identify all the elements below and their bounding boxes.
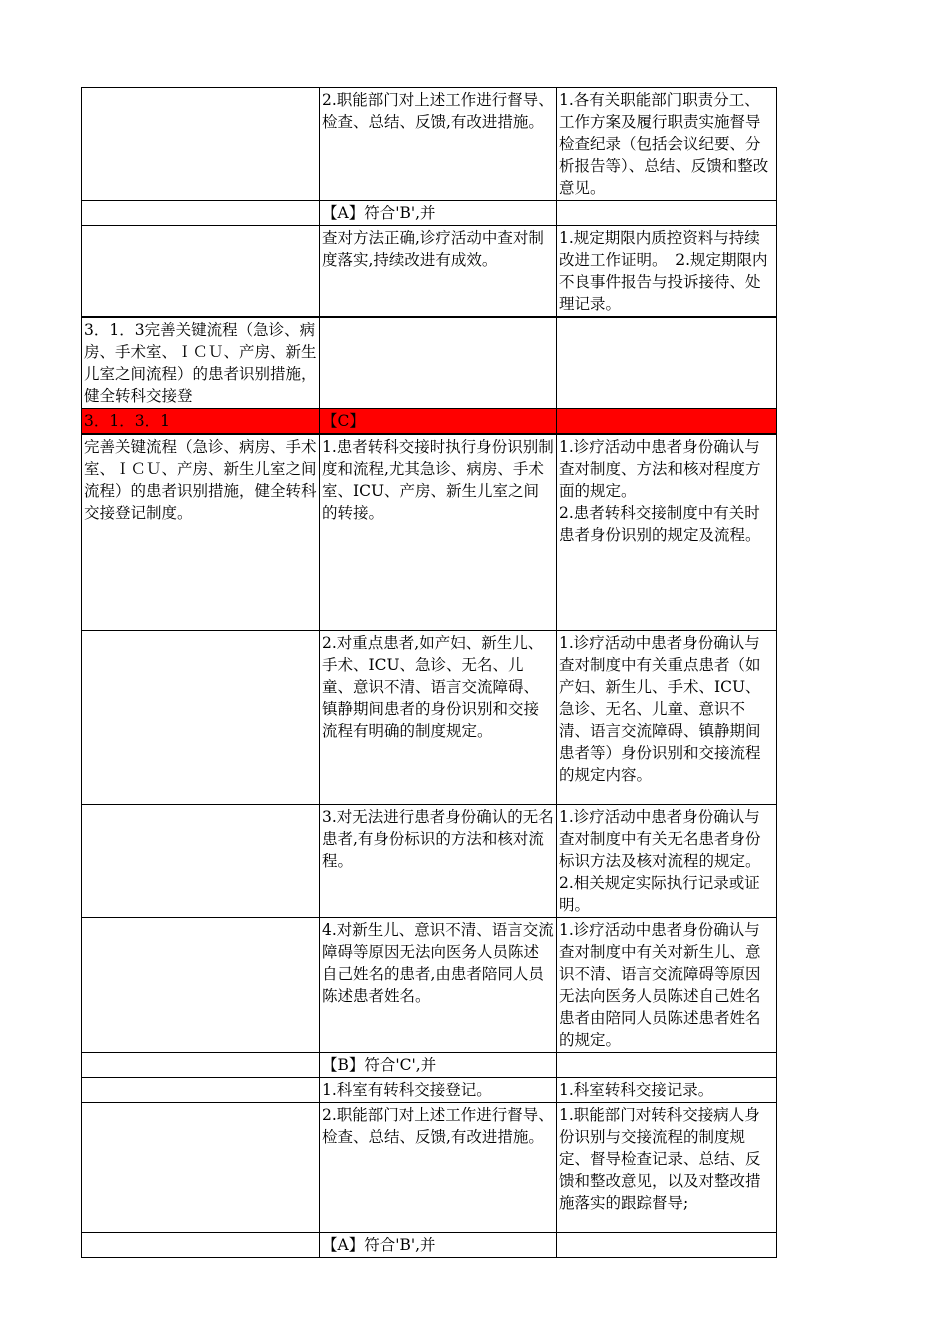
table-cell bbox=[82, 1102, 320, 1232]
table-row bbox=[82, 917, 777, 1052]
table-cell bbox=[557, 1232, 777, 1257]
table-cell bbox=[82, 1077, 320, 1102]
table-cell bbox=[82, 917, 320, 1052]
table-cell: 3.对无法进行患者身份确认的无名患者,有身份标识的方法和核对流程。 bbox=[320, 804, 557, 917]
spreadsheet-page bbox=[81, 87, 777, 1258]
table-cell: 【B】符合'C',并 bbox=[320, 1052, 557, 1077]
table-row bbox=[82, 201, 777, 226]
table-cell bbox=[82, 1232, 320, 1257]
table-cell: 【C】 bbox=[320, 409, 557, 435]
table-cell bbox=[82, 630, 320, 804]
table-cell: 1.诊疗活动中患者身份确认与查对制度中有关重点患者（如产妇、新生儿、手术、ICU、急诊、无名、儿童、意识不清、语言交流障碍、镇静期间患者等）身份识别和交接流程的规定内容。 bbox=[557, 630, 777, 804]
table-cell bbox=[82, 1052, 320, 1077]
table-row bbox=[82, 317, 777, 409]
table-row bbox=[82, 1077, 777, 1102]
table-row bbox=[82, 1102, 777, 1232]
table-cell: 1.诊疗活动中患者身份确认与查对制度中有关无名患者身份标识方法及核对流程的规定。 2.相关规定实际执行记录或证明。 bbox=[557, 804, 777, 917]
table-row bbox=[82, 1052, 777, 1077]
table-cell: 2.对重点患者,如产妇、新生儿、手术、ICU、急诊、无名、儿童、意识不清、语言交流障碍、镇静期间患者的身份识别和交接流程有明确的制度规定。 bbox=[320, 630, 557, 804]
table-cell: 完善关键流程（急诊、病房、手术室、ＩＣＵ、产房、新生儿室之间流程）的患者识别措施，健全转科交接登记制度。 bbox=[82, 434, 320, 630]
table-cell: 1.职能部门对转科交接病人身份识别与交接流程的制度规定、督导检查记录、总结、反馈和整改意见，以及对整改措施落实的跟踪督导; bbox=[557, 1102, 777, 1232]
table-cell: 查对方法正确,诊疗活动中查对制度落实,持续改进有成效。 bbox=[320, 226, 557, 318]
table-row bbox=[82, 88, 777, 201]
table-row bbox=[82, 630, 777, 804]
table-cell: 1.诊疗活动中患者身份确认与查对制度、方法和核对程度方面的规定。 2.患者转科交接制度中有关时患者身份识别的规定及流程。 bbox=[557, 434, 777, 630]
table-cell: 2.职能部门对上述工作进行督导、检查、总结、反馈,有改进措施。 bbox=[320, 88, 557, 201]
table-row bbox=[82, 409, 777, 435]
table-cell bbox=[557, 409, 777, 435]
table-cell bbox=[320, 317, 557, 409]
table-cell: 3．1．3．1 bbox=[82, 409, 320, 435]
table-cell bbox=[82, 201, 320, 226]
table-cell: 2.职能部门对上述工作进行督导、检查、总结、反馈,有改进措施。 bbox=[320, 1102, 557, 1232]
table-row bbox=[82, 804, 777, 917]
table-row bbox=[82, 226, 777, 318]
table-cell bbox=[82, 88, 320, 201]
standards-table bbox=[81, 87, 777, 1258]
table-cell bbox=[82, 226, 320, 318]
table-cell: 1.科室转科交接记录。 bbox=[557, 1077, 777, 1102]
table-cell bbox=[557, 317, 777, 409]
table-cell bbox=[557, 1052, 777, 1077]
table-cell: 1.患者转科交接时执行身份识别制度和流程,尤其急诊、病房、手术室、ICU、产房、新生儿室之间的转接。 bbox=[320, 434, 557, 630]
table-cell: 【A】符合'B',并 bbox=[320, 201, 557, 226]
table-cell: 3．1．3完善关键流程（急诊、病房、手术室、ＩＣＵ、产房、新生儿室之间流程）的患者识别措施，健全转科交接登 bbox=[82, 317, 320, 409]
table-cell: 1.诊疗活动中患者身份确认与查对制度中有关对新生儿、意识不清、语言交流障碍等原因无法向医务人员陈述自己姓名患者由陪同人员陈述患者姓名的规定。 bbox=[557, 917, 777, 1052]
table-cell bbox=[82, 804, 320, 917]
table-row bbox=[82, 434, 777, 630]
table-cell bbox=[557, 201, 777, 226]
table-cell: 1.规定期限内质控资料与持续改进工作证明。 2.规定期限内不良事件报告与投诉接待、处理记录。 bbox=[557, 226, 777, 318]
table-cell: 【A】符合'B',并 bbox=[320, 1232, 557, 1257]
table-row bbox=[82, 1232, 777, 1257]
table-cell: 4.对新生儿、意识不清、语言交流障碍等原因无法向医务人员陈述自己姓名的患者,由患者陪同人员陈述患者姓名。 bbox=[320, 917, 557, 1052]
table-cell: 1.各有关职能部门职责分工、工作方案及履行职责实施督导检查纪录（包括会议纪要、分析报告等）、总结、反馈和整改意见。 bbox=[557, 88, 777, 201]
table-cell: 1.科室有转科交接登记。 bbox=[320, 1077, 557, 1102]
